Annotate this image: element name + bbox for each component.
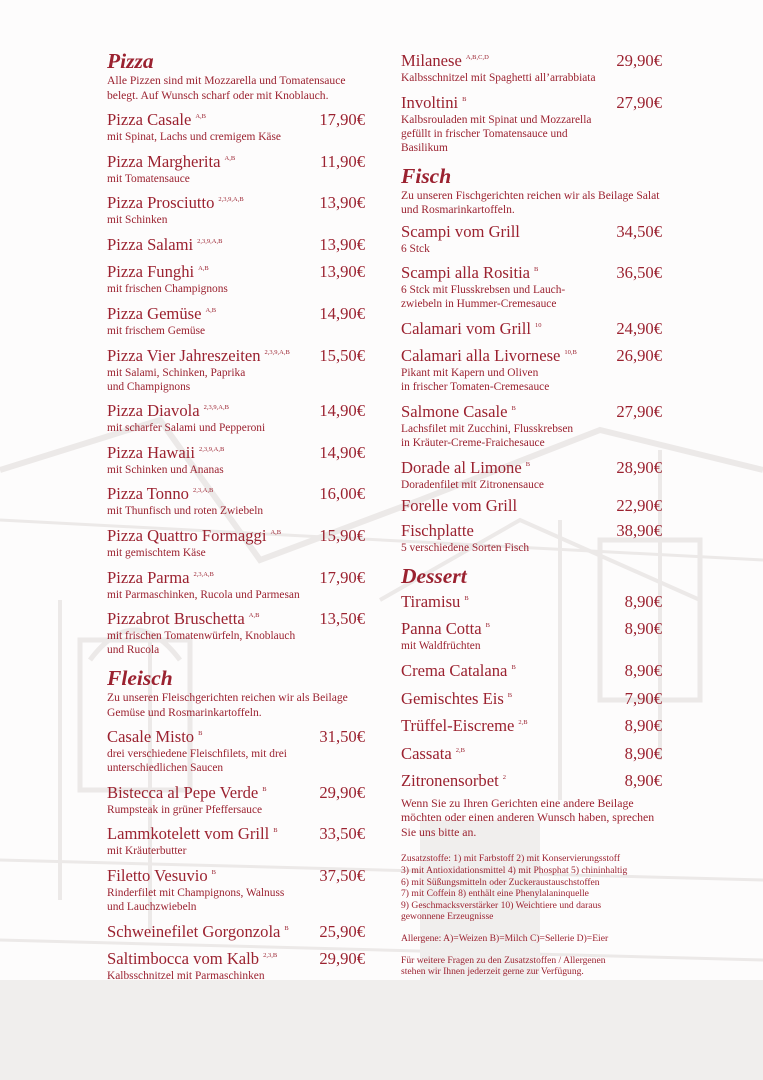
menu-item-price: 13,50€ [319,609,365,629]
menu-item-row [107,343,365,366]
menu-item-description: Rinderfilet mit Champignons, Walnuss [107,886,285,899]
menu-item-price: 8,90€ [624,716,662,736]
menu-item-price: 17,90€ [319,567,365,587]
menu-item-title [401,686,512,709]
menu-item-price: 28,90€ [616,457,662,477]
additives-line: 6) mit Süßungsmitteln oder Zuckeraustauschstoffen [401,876,600,888]
allergen-codes: B [198,730,203,738]
allergen-codes: B [511,404,516,412]
menu-item-row [401,399,662,422]
allergen-codes: 2,B [518,719,528,727]
menu-item-row [107,481,365,504]
allergen-codes: A,B [195,113,206,120]
menu-item-name: Panna Cotta [401,619,482,639]
menu-item-price: 33,50€ [319,824,365,844]
menu-item [401,343,662,394]
menu-item-price: 16,00€ [319,484,365,504]
menu-item-row [401,343,662,366]
menu-item-row [401,713,662,736]
allergen-codes: 2,3,9,A,B [203,404,229,412]
allergen-codes: A,B [248,612,260,620]
menu-item-row [107,232,365,255]
menu-item-title [107,232,222,255]
menu-item-description: mit frischem Gemüse [107,324,206,337]
menu-item-name: Schweinefilet Gorgonzola [107,921,281,941]
menu-item-row [107,946,365,969]
menu-item-title [107,724,202,747]
menu-item-row [107,724,365,747]
menu-item-description: unterschiedlichen Saucen [107,762,224,775]
menu-item-row [107,780,365,803]
menu-item-row [107,919,365,942]
menu-item-name: Pizza Vier Jahreszeiten [107,345,261,365]
menu-item-title [401,768,506,791]
allergen-codes: A,B,C,D [465,54,489,61]
menu-item-price: 13,90€ [319,234,365,254]
menu-item-price: 27,90€ [616,401,662,421]
allergen-codes: 2,3,A,B [193,570,214,578]
menu-item-name: Scampi alla Rositia [401,263,531,283]
menu-item-title [401,260,538,283]
menu-item-price: 7,90€ [624,688,662,708]
menu-item [107,440,365,477]
menu-item [107,190,365,227]
menu-item-name: Lammkotelett vom Grill [107,824,270,844]
menu-item-description: Kalbsschnitzel mit Parmaschinken [107,970,265,983]
menu-item-title [107,481,213,504]
menu-item-row [107,863,365,886]
menu-item-description: Doradenfilet mit Zitronensauce [401,478,544,491]
menu-item-price: 8,90€ [624,660,662,680]
menu-item-description: mit frischen Tomatenwürfeln, Knoblauch [107,630,296,643]
menu-item-title [401,713,528,736]
menu-column-right [401,48,662,978]
additives-info [401,853,662,923]
allergen-codes: 10 [534,321,542,329]
additives-line: Zusatzstoffe: 1) mit Farbstoff 2) mit Konservierungsstoff [401,853,621,865]
allergen-codes: 2,3,9,A,B [264,348,290,356]
menu-item-name: Pizza Margherita [107,151,221,171]
menu-item-price: 24,90€ [616,318,662,338]
menu-item [107,481,365,518]
menu-item-title [401,222,520,242]
menu-item-name: Tiramisu [401,591,461,611]
allergen-codes: 2,3,B [263,952,278,960]
allergen-codes: B [507,691,513,699]
menu-item-name: Involtini [401,92,459,112]
menu-item-price: 37,50€ [319,865,365,885]
menu-item-price: 11,90€ [319,151,365,171]
menu-item-row [401,48,662,71]
menu-item-name: Pizza Salami [107,234,194,254]
section-title-fleisch: Fleisch [107,666,173,691]
menu-item-row [401,90,662,113]
menu-item [107,946,365,983]
menu-item-row [401,316,662,339]
menu-item-name: Filetto Vesuvio [107,865,208,885]
allergen-codes: 2,3,9,A,B [218,196,244,204]
menu-item-description: in frischer Tomaten-Cremesauce [401,381,550,394]
menu-item-name: Crema Catalana [401,660,508,680]
allergen-codes: A,B [198,265,209,273]
menu-item-row [401,686,662,709]
menu-item-name: Forelle vom Grill [401,496,518,516]
menu-item-name: Cassata [401,743,452,763]
menu-item-title [401,455,530,478]
menu-item [401,399,662,450]
menu-item-name: Pizza Quattro Formaggi [107,525,267,545]
menu-item-description: mit Salami, Schinken, Paprika [107,366,246,379]
allergen-codes: B [511,663,516,671]
menu-item-title [107,565,214,588]
menu-item-name: Saltimbocca vom Kalb [107,949,260,969]
allergen-codes: A,B [270,528,282,536]
menu-item [401,90,662,155]
menu-item-price: 25,90€ [319,921,365,941]
questions-line: Für weitere Fragen zu den Zusatzstoffen / Allergenen [401,954,606,966]
menu-item-title [107,343,290,366]
menu-item-price: 26,90€ [616,346,662,366]
menu-item-description: und Rucola [107,644,160,657]
menu-item-price: 38,90€ [616,520,662,540]
menu-item-row [107,606,365,629]
menu-item-row [401,521,662,541]
menu-item-price: 8,90€ [624,743,662,763]
menu-item-title [401,658,516,681]
menu-item-description: zwiebeln in Hummer-Cremesauce [401,298,557,311]
section-title-fisch: Fisch [401,163,452,188]
menu-item-row [107,821,365,844]
menu-item-title [401,521,474,541]
menu-item-name: Pizza Hawaii [107,442,196,462]
menu-item-title [107,821,278,844]
menu-item-price: 29,90€ [319,949,365,969]
section-intro-fleisch: Zu unseren Fleischgerichten reichen wir als Beilage Gemüse und Rosmarinkartoffeln. [107,691,348,719]
menu-item [107,565,365,602]
additives-line: 3) mit Antioxidationsmittel 4) mit Phosphat 5) chininhaltig [401,865,628,876]
additives-line: gewonnene Erzeugnisse [401,911,494,923]
menu-item-row [401,768,662,791]
menu-item-price: 15,90€ [319,525,365,545]
menu-item [107,149,365,186]
menu-item [107,724,365,775]
menu-item-title [401,343,577,366]
menu-item-title [401,48,489,71]
menu-item-name: Calamari alla Livornese [401,346,561,366]
menu-item [401,48,662,85]
menu-item-name: Casale Misto [107,727,195,747]
menu-item-price: 31,50€ [319,727,365,747]
menu-item-description: mit frischen Champignons [107,283,228,296]
menu-item-name: Gemischtes Eis [401,688,504,708]
side-dish-note: Wenn Sie zu Ihren Gerichten eine andere Beilage möchten oder einen anderen Wunsch haben, sprechen Sie uns bitte an. [401,795,655,839]
allergen-codes: B [525,460,531,468]
menu-item-title [401,90,467,113]
menu-item-title [107,398,229,421]
menu-item-title [107,780,267,803]
menu-item-description: Kalbsrouladen mit Spinat und Mozzarella [401,113,592,126]
menu-item-name: Pizzabrot Bruschetta [107,609,245,629]
menu-item-price: 17,90€ [319,110,365,129]
allergen-codes: B [211,868,216,876]
menu-item-title [107,107,206,130]
menu-item-description: mit Schinken [107,214,168,227]
menu-item [401,616,662,653]
menu-item-title [107,440,224,463]
menu-item-title [107,259,209,282]
menu-item-title [107,301,216,324]
menu-item-row [401,589,662,612]
menu-item [401,658,662,681]
menu-item [107,107,365,144]
menu-item [401,686,662,709]
menu-item-price: 14,90€ [319,442,365,462]
menu-list-fleisch-continued [401,48,662,155]
menu-item-title [107,606,259,629]
menu-item-name: Pizza Tonno [107,484,189,504]
menu-list-fisch [401,222,662,555]
menu-item-description: mit gemischtem Käse [107,546,206,559]
menu-item-description: Rumpsteak in grüner Pfeffersauce [107,803,263,816]
menu-item-title [401,496,517,516]
menu-item-name: Zitronensorbet [401,771,499,791]
menu-item-price: 8,90€ [624,771,662,791]
menu-item-price: 34,50€ [616,221,662,241]
menu-item-description: mit scharfer Salami und Pepperoni [107,422,266,435]
menu-item-price: 15,50€ [319,345,365,365]
menu-item-row [401,616,662,639]
questions-line: stehen wir Ihnen jederzeit gerne zur Verfügung. [401,966,584,978]
menu-item-title [401,589,469,612]
menu-item-name: Trüffel-Eiscreme [401,716,515,736]
menu-item-name: Pizza Prosciutto [107,193,215,213]
menu-item-description: drei verschiedene Fleischfilets, mit drei [107,748,287,761]
allergen-codes: 10,B [564,349,577,357]
menu-item [401,222,662,256]
menu-list-fleisch [107,724,365,983]
menu-item-price: 14,90€ [319,303,365,323]
menu-item-name: Dorade al Limone [401,457,522,477]
section-intro-pizza: Alle Pizzen sind mit Mozzarella und Tomatensauce belegt. Auf Wunsch scharf oder mit Knoblauch. [107,74,346,102]
menu-item [107,232,365,255]
section-title-dessert: Dessert [401,563,467,588]
menu-item [107,863,365,914]
menu-item [107,301,365,338]
menu-item-description: Lachsfilet mit Zucchini, Flusskrebsen [401,422,574,435]
menu-item [107,523,365,560]
menu-item-description: mit Spinat, Lachs und cremigem Käse [107,131,281,143]
menu-item-name: Calamari vom Grill [401,318,531,338]
menu-item [401,260,662,311]
menu-item-description: 5 verschiedene Sorten Fisch [401,541,530,554]
menu-item-description: Pikant mit Kapern und Oliven [401,367,539,380]
menu-list-dessert [401,589,662,792]
section-intro-fisch: Zu unseren Fischgerichten reichen wir als Beilage Salat und Rosmarinkartoffeln. [401,188,660,217]
menu-item-name: Pizza Parma [107,567,190,587]
menu-item-description: in Kräuter-Creme-Fraichesauce [401,436,545,449]
menu-item-title [401,741,465,764]
menu-item [401,496,662,516]
menu-item-row [107,190,365,213]
menu-item-row [401,496,662,516]
menu-item-price: 22,90€ [616,496,662,516]
menu-item-price: 27,90€ [616,92,662,112]
menu-item-title [107,919,289,942]
menu-item-name: Salmone Casale [401,401,508,421]
menu-item-description: Kalbsschnitzel mit Spaghetti all’arrabbiata [401,72,596,84]
menu-item-description: mit Thunfisch und roten Zwiebeln [107,505,264,518]
menu-item-title [401,399,516,422]
menu-item-row [107,440,365,463]
allergen-codes: B [262,785,267,793]
menu-item-title [107,523,281,546]
menu-item [107,780,365,817]
menu-item [107,259,365,296]
menu-item-row [401,658,662,681]
additives-line: 7) mit Coffein 8) enthält eine Phenylalaninquelle [401,888,589,900]
allergen-codes: B [485,622,490,630]
menu-item-row [107,107,365,130]
menu-item-description: und Lauchzwiebeln [107,900,197,913]
menu-item-name: Scampi vom Grill [401,221,520,241]
menu-item-description: 6 Stck mit Flusskrebsen und Lauch- [401,284,566,297]
allergen-codes: 2,3,9,A,B [199,445,225,453]
menu-item-name: Fischplatte [401,520,474,540]
additives-line: 9) Geschmacksverstärker 10) Weichtiere und daraus [401,899,602,911]
menu-item-title [107,946,277,969]
menu-item-description: mit Parmaschinken, Rucola und Parmesan [107,588,300,601]
menu-item-name: Milanese [401,51,462,70]
menu-item-row [107,565,365,588]
menu-column-left [107,48,365,988]
menu-item-price: 14,90€ [319,401,365,421]
allergen-codes: 2,3,A,B [192,487,214,495]
allergen-codes: B [534,266,539,274]
menu-item-description: mit Waldfrüchten [401,640,481,653]
section-title-pizza: Pizza [107,49,154,73]
menu-item-description: und Champignons [107,380,191,393]
menu-item-name: Pizza Funghi [107,262,195,282]
menu-item-title [107,149,235,172]
menu-item [401,316,662,339]
allergen-codes: A,B [205,306,217,314]
menu-item-description: mit Kräuterbutter [107,845,187,858]
questions-info [401,955,662,978]
menu-item [107,821,365,858]
menu-item-price: 8,90€ [624,591,662,611]
menu-item [401,768,662,791]
menu-item [401,455,662,492]
menu-item-description: mit Schinken und Ananas [107,463,224,476]
menu-item [107,919,365,942]
menu-item-name: Bistecca al Pepe Verde [107,782,259,802]
menu-item-row [401,222,662,242]
menu-item-row [401,455,662,478]
menu-list-pizza [107,107,365,657]
menu-item [401,589,662,612]
menu-item [401,741,662,764]
allergen-codes: 2,B [455,746,465,754]
menu-item-description: gefüllt in frischer Tomatensauce und [401,127,568,140]
menu-item-price: 13,90€ [319,262,365,282]
menu-item [107,343,365,394]
menu-item-description: mit Tomatensauce [107,172,190,185]
menu-item-description: Basilikum [401,141,448,154]
menu-item-name: Pizza Casale [107,110,192,129]
menu-item-price: 36,50€ [616,263,662,283]
menu-item-description: 6 Stck [401,242,430,255]
menu-item [401,521,662,555]
menu-item-row [401,741,662,764]
allergen-codes: B [464,594,469,602]
menu-item-price: 29,90€ [616,51,662,70]
allergen-codes: B [273,827,278,835]
allergen-codes: 2,3,9,A,B [197,237,223,245]
menu-item-title [401,316,541,339]
menu-item [401,713,662,736]
menu-item-row [107,149,365,172]
menu-item-row [107,259,365,282]
menu-item-title [107,863,216,886]
menu-item-row [107,301,365,324]
menu-item-price: 8,90€ [624,619,662,639]
menu-item-row [107,523,365,546]
menu-item [107,398,365,435]
menu-item-row [107,398,365,421]
allergen-codes: B [284,924,289,932]
allergen-codes: 2 [502,774,506,782]
menu-item-row [401,260,662,283]
menu-item-price: 29,90€ [319,782,365,802]
allergen-codes: A,B [224,154,236,162]
allergens-info: Allergene: A)=Weizen B)=Milch C)=Sellerie D)=Eier [401,932,609,944]
allergen-codes: B [462,95,467,103]
menu-item-title [401,616,490,639]
menu-item-name: Pizza Diavola [107,401,200,421]
menu-item-price: 13,90€ [319,193,365,213]
menu-item-name: Pizza Gemüse [107,303,202,323]
menu-item-title [107,190,244,213]
menu-item [107,606,365,657]
